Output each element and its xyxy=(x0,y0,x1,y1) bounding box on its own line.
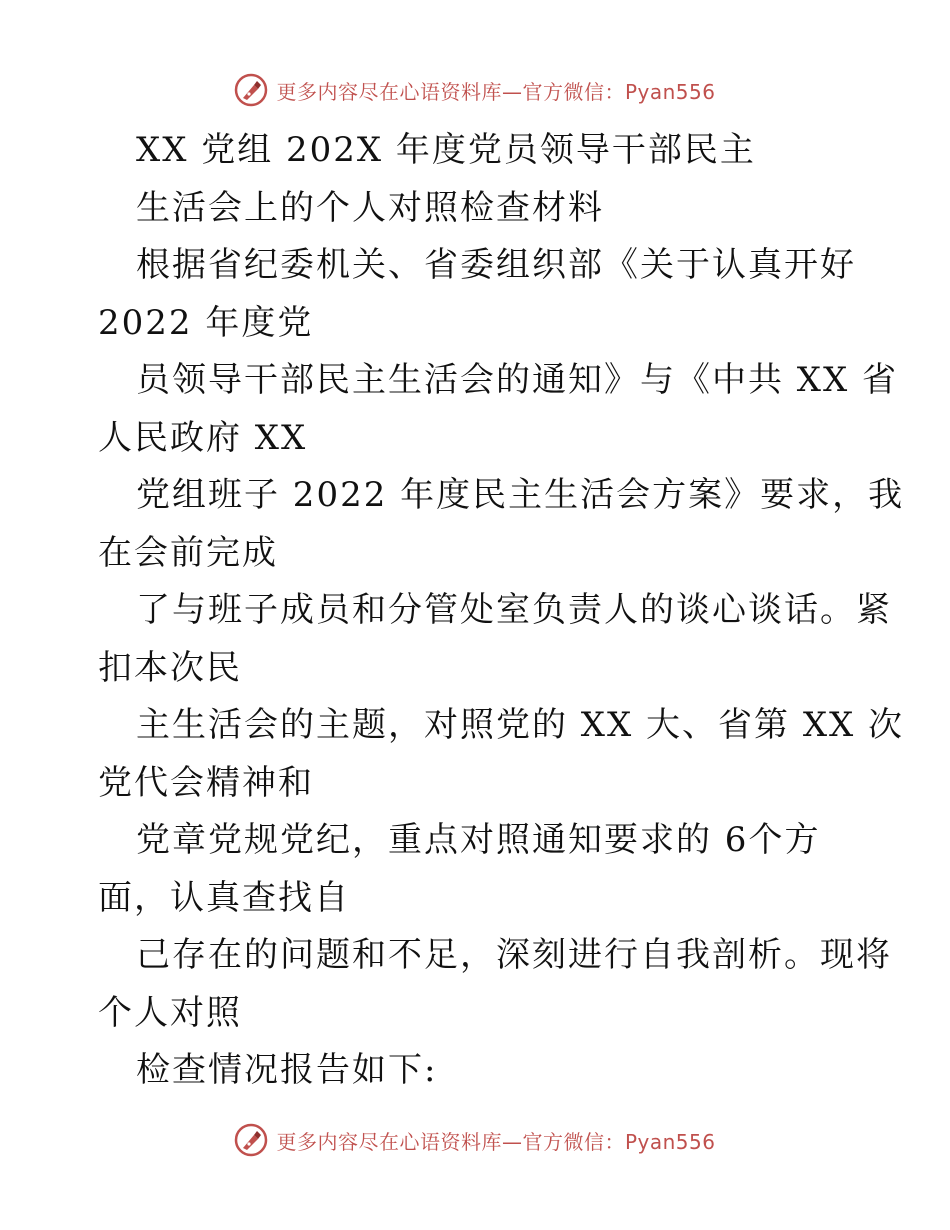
document-line: 党代会精神和 xyxy=(98,762,314,803)
document-line: 检查情况报告如下: xyxy=(136,1050,438,1090)
document-line: 生活会上的个人对照检查材料 xyxy=(136,187,604,228)
document-line: 个人对照 xyxy=(98,992,242,1033)
document-line: 根据省纪委机关、省委组织部《关于认真开好 xyxy=(136,245,856,285)
document-line: 扣本次民 xyxy=(98,647,242,688)
footer-banner xyxy=(0,1120,950,1160)
document-line: 党章党规党纪，重点对照通知要求的 6个方 xyxy=(136,820,821,860)
document-line: 在会前完成 xyxy=(98,532,278,573)
pen-nib-logo-icon xyxy=(234,73,268,107)
document-line: 面，认真查找自 xyxy=(98,877,350,918)
header-banner xyxy=(0,70,950,110)
document-body xyxy=(98,122,905,1100)
document-line: 了与班子成员和分管处室负责人的谈心谈话。紧 xyxy=(136,590,892,630)
document-line: 党组班子 2022 年度民主生活会方案》要求，我 xyxy=(136,475,905,515)
document-line: 员领导干部民主生活会的通知》与《中共 XX 省 xyxy=(136,360,899,400)
header-banner-text: 更多内容尽在心语资料库—官方微信：Pyan556 xyxy=(276,79,716,104)
document-line: 主生活会的主题，对照党的 XX 大、省第 XX 次 xyxy=(136,705,905,745)
document-line: XX 党组 202X 年度党员领导干部民主 xyxy=(136,130,756,170)
document-line: 2022 年度党 xyxy=(98,302,314,343)
document-line: 人民政府 XX xyxy=(98,417,308,458)
document-line: 己存在的问题和不足，深刻进行自我剖析。现将 xyxy=(136,935,892,975)
pen-nib-logo-icon xyxy=(234,1123,268,1157)
footer-banner-text: 更多内容尽在心语资料库—官方微信：Pyan556 xyxy=(276,1129,716,1154)
